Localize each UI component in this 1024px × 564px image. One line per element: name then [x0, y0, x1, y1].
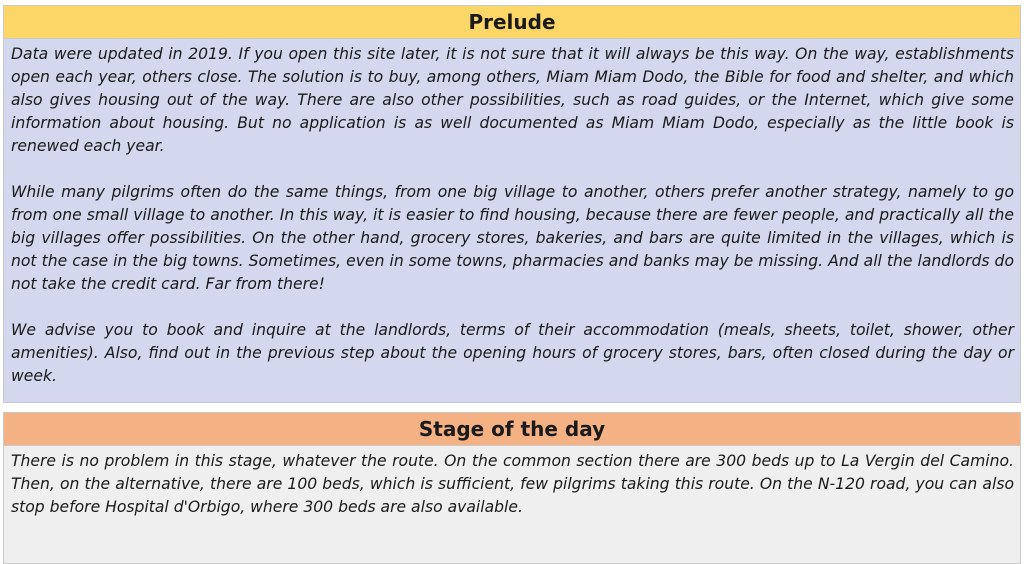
stage-body: [3, 446, 1021, 564]
prelude-section: [3, 5, 1021, 403]
stage-heading: Stage of the day: [3, 412, 1021, 446]
prelude-paragraph-1: Data were updated in 2019. If you open this site later, it is not sure that it will always be this way. On the way, establishments open each year, others close. The solution is to buy, among others, Miam Miam Dodo, the Bible for food and shelter, and which also gives housing out of the way. There are also other possibilities, such as road guides, or the Internet, which give some information about housing. But no application is as well documented as Miam Miam Dodo, especially as the little book is renewed each year.: [11, 45, 1014, 155]
stage-section: [3, 412, 1021, 564]
prelude-paragraph-2: While many pilgrims often do the same things, from one big village to another, others prefer another strategy, namely to go from one small village to another. In this way, it is easier to find housing, because there are fewer people, and practically all the big villages offer possibilities. On the other hand, grocery stores, bakeries, and bars are quite limited in the villages, which is not the case in the big towns. Sometimes, even in some towns, pharmacies and banks may be missing. And all the landlords do not take the credit card. Far from there!: [11, 183, 1014, 293]
prelude-paragraph-3: We advise you to book and inquire at the landlords, terms of their accommodation (meals, sheets, toilet, shower, other amenities). Also, find out in the previous step about the opening hours of grocery stores, bars, often closed during the day or week.: [11, 321, 1014, 385]
prelude-body: [3, 39, 1021, 403]
stage-paragraph-1: There is no problem in this stage, whatever the route. On the common section there are 300 beds up to La Vergin del Camino. Then, on the alternative, there are 100 beds, which is sufficient, few pilgrims taking this route. On the N-120 road, you can also stop before Hospital d'Orbigo, where 300 beds are also available.: [11, 452, 1014, 516]
prelude-heading: Prelude: [3, 5, 1021, 39]
